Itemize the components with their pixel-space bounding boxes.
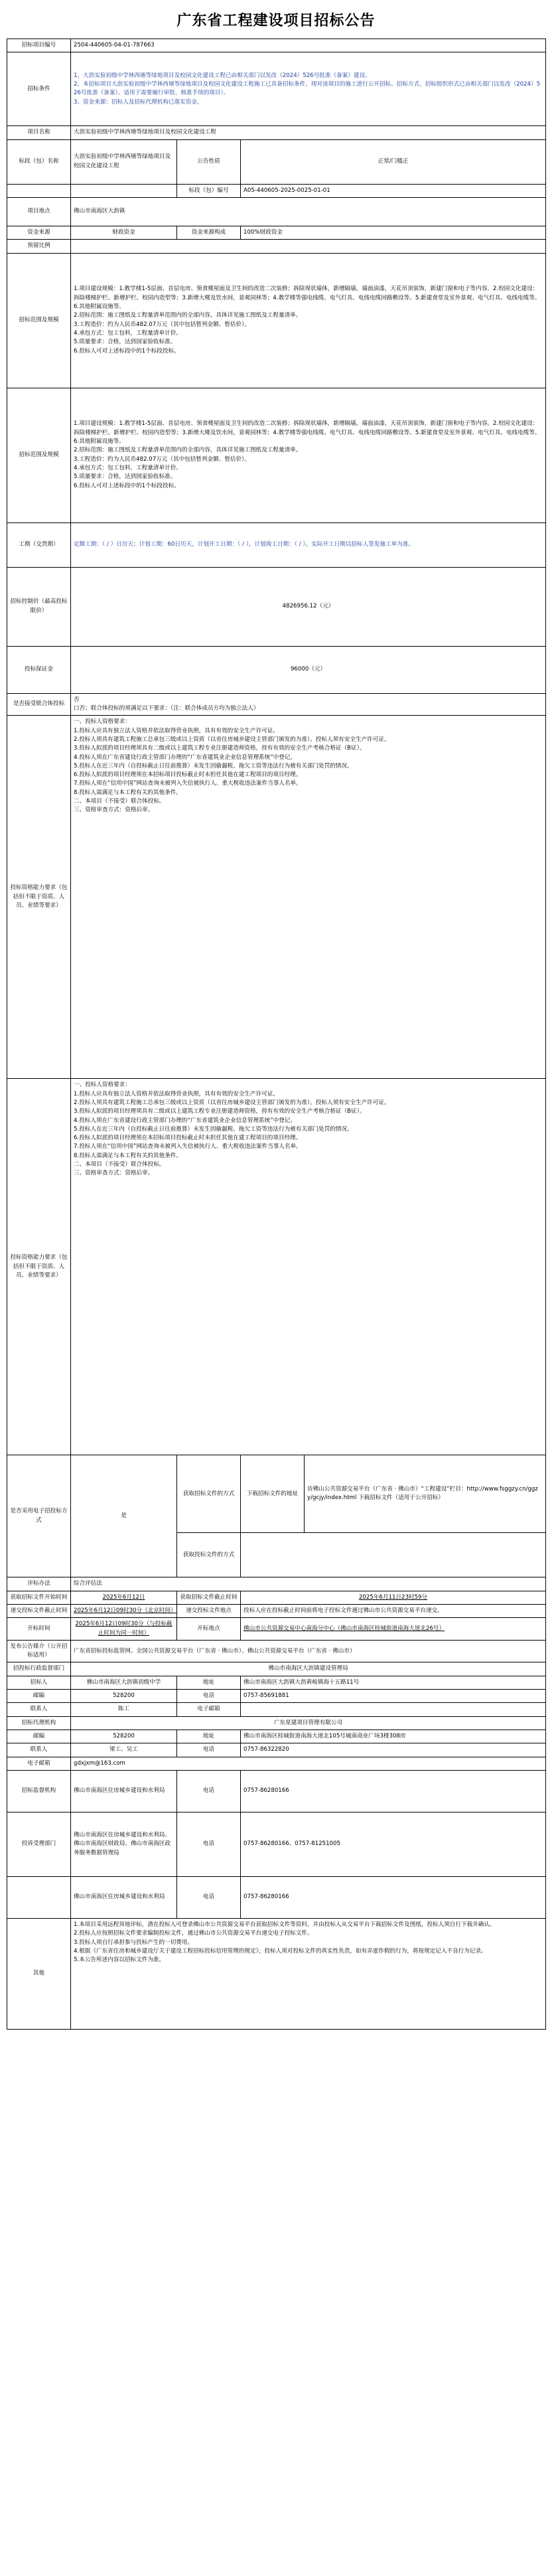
- value-bid-deadline: 2025年6月12日09时30分（北京时间）: [71, 1604, 177, 1617]
- row-reserve: [7, 240, 546, 253]
- label-location: 项目地点: [7, 198, 71, 226]
- value-oversight-phone: 0757-86280166: [241, 1770, 546, 1812]
- value-agent: 广东星建项目管理有限公司: [71, 1716, 546, 1730]
- row-agent-addr: [7, 1730, 546, 1743]
- label-tender-type: 公告性质: [177, 139, 241, 184]
- label-doc-end: 获取招标文件截止时间: [177, 1591, 241, 1604]
- value-reserve: [71, 240, 546, 253]
- label-oversight-phone: 电话: [177, 1770, 241, 1812]
- value-project-code: 2504-440605-04-01-787663: [71, 39, 546, 52]
- value-agent-email: gdxjxm@163.com: [71, 1757, 546, 1770]
- label-agent-email: 电子邮箱: [7, 1757, 71, 1770]
- row-supervisor: [7, 1662, 546, 1676]
- value-bid-place: 投标人应在投标截止时间前将电子投标文件通过佛山市公共资源交易平台递交。: [241, 1604, 546, 1617]
- value-oversight: 佛山市南海区住房城乡建设和水利局: [71, 1770, 177, 1812]
- row-control-price: [7, 567, 546, 646]
- label-contents-2: 招标范围及规模: [7, 388, 71, 523]
- label-qualifications: 投标资格能力要求（包括但不限于资质、人员、业绩等要求）: [7, 716, 71, 1079]
- label-eval: 评标办法: [7, 1577, 71, 1591]
- page-title: 广东省工程建设项目招标公告: [176, 12, 376, 29]
- row-security: [7, 646, 546, 693]
- label-electronic: 是否采用电子招投标方式: [7, 1455, 71, 1577]
- row-doc-time: [7, 1591, 546, 1604]
- label-section-code: 标段（包）编号: [177, 184, 241, 197]
- label-tenderer: 招标人: [7, 1676, 71, 1689]
- row-agent-contact: [7, 1743, 546, 1757]
- label-agent-contact: 联系人: [7, 1743, 71, 1757]
- value-tenderer: 佛山市南海区大沥镇初级中学: [71, 1676, 177, 1689]
- value-eval: 综合评估法: [71, 1577, 546, 1591]
- row-tenderer-post: [7, 1690, 546, 1703]
- value-qualifications: 一、投标人资格要求： 1.投标人应具有独立法人资格并依法取得营业执照，具有有效的安全生产许可证。 2.投标人须具有建筑工程施工总承包三级或以上资质（以省住房城乡建设主管部门颁发的为准）。投标人须有安全生产许可证。 3.投标人拟派的项目经理须具有二级或以上建筑工程专业注册建造师资格，持有有效的安全生产考核合格证（B证）。 4.投标人须在广东省建设行政主管部门办理的“广东省建筑业企业信息管理系统”中登记。 5.投标人在近三年内（自投标截止日往前推算）未发生因偷漏税、拖欠工资等违法行为被有关部门处罚的情况。 6.投标人拟派的项目经理须在本招标项目投标截止时未担任其他在建工程项目的项目经理。 7.投标人须在“信用中国”网站查询未被列入失信被执行人、重大税收违法案件当事人名单。 8.投标人需满足与本工程有关的其他条件。 二、本项目（不接受）联合体投标。 三、资格审查方式：资格后审。: [71, 716, 546, 1079]
- value-location: 佛山市南海区大沥镇: [71, 198, 546, 226]
- label-agent-phone: 电话: [177, 1743, 241, 1757]
- value-funding-ratio: 100%财政资金: [241, 226, 546, 240]
- row-open: [7, 1618, 546, 1641]
- label-control-price: 招标控制价（最高投标限价）: [7, 567, 71, 646]
- label-doc-method: 获取招标文件的方式: [177, 1455, 241, 1533]
- row-bid: [7, 1604, 546, 1617]
- label-oversight: 招标监督机构: [7, 1770, 71, 1812]
- page: [7, 9, 545, 2030]
- value-tender-addr: 佛山市南海区大沥镇大沥黄岐镇海十五路11号: [241, 1676, 546, 1689]
- value-section-code-left: [71, 184, 177, 197]
- label-tender-addr: 地址: [177, 1676, 241, 1689]
- value-section-name: 大沥实验初级中学林西塘等绿地项目及校园文化建设工程: [71, 139, 177, 184]
- label-conditions: 招标条件: [7, 52, 71, 126]
- label-complaint-2: [7, 1876, 71, 1918]
- row-agent-email: [7, 1757, 546, 1770]
- label-doc-start: 获取招标文件开始时间: [7, 1591, 71, 1604]
- label-bid-place: 递交投标文件地点: [177, 1604, 241, 1617]
- row-tenderer: [7, 1676, 546, 1689]
- label-open-place: 开标地点: [177, 1618, 241, 1641]
- label-agent-addr: 地址: [177, 1730, 241, 1743]
- row-media: [7, 1640, 546, 1662]
- label-section-code-left: [7, 184, 71, 197]
- row-funding: [7, 226, 546, 240]
- value-agent-addr: 佛山市南海区桂城街道南海大道北105号城南商业广场3楼308房: [241, 1730, 546, 1743]
- value-complaint: 佛山市南海区住房城乡建设和水利局、佛山市南海区财政局、佛山市南海区政务服务数据管理局: [71, 1812, 177, 1876]
- value-open-place: 佛山市公共资源交易中心南海分中心（佛山市南海区桂城街道南海大道北26号）: [241, 1618, 546, 1641]
- value-security: 96000（元）: [71, 646, 546, 693]
- value-agent-post: 528200: [71, 1730, 177, 1743]
- value-contents: 1.项目建设规模：1.教学楼1-5层面、首层电房、领食楼屋面及卫生间的改造二次装修；拆除现状墙体，新增隔墙，墙面油漆，天花吊顶装饰，新建门窗和电子等内容。2.校园文化建设：拆除楼梯护栏、新增护栏、校园内造型等；3.新增大楼及饮水间，景观园林等；4.教学楼等强电线缆、电气灯具、电线电缆回路敷设等。5.新建食堂及室外景观、电气灯具、电线电缆等。6.其他附属设施等。 2.招标范围：施工图纸及工程量清单范围内的全部内容，具体详见施工图纸及工程量清单。 3.工程造价：约为人民币482.07万元（其中包括暂列金额、暂估价）。 4.承包方式：包工包料，工程量清单计价。 5.质量要求：合格，达到国家验收标准。 6.投标人可对上述标段中的1个标段投标。: [71, 253, 546, 388]
- label-media: 发布公告媒介（公开招标适用）: [7, 1640, 71, 1662]
- value-conditions: 1、大沥实验初级中学林西塘等绿地项目及校园文化建设工程已由相关部门以发改（2024）526号批准（备案）建设。 2、本招标项目大沥实验初级中学林西塘等绿地项目及校园文化建设工程施工已具备招标条件，现对该项目的施工进行公开招标。招标方式、招标组织形式已由相关部门以发改（2024）526号批准（备案）。适用于需要履行审批、核准手续的项目）。 3、资金来源：招标人及招标代理机构已落实资金。: [71, 52, 546, 126]
- row-duration: [7, 523, 546, 567]
- value-contents-2: 1.项目建设规模：1.教学楼1-5层面、首层电房、领食楼屋面及卫生间的改造二次装修；拆除现状墙体，新增隔墙，墙面油漆，天花吊顶装饰，新建门窗和电子等内容。2.校园文化建设：拆除楼梯护栏、新增护栏、校园内造型等；3.新增大楼及饮水间，景观园林等；4.教学楼等强电线缆、电气灯具、电线电缆回路敷设等。5.新建食堂及室外景观、电气灯具、电线电缆等。6.其他附属设施等。 2.招标范围：施工图纸及工程量清单范围内的全部内容，具体详见施工图纸及工程量清单。 3.工程造价：约为人民币482.07万元（其中包括暂列金额、暂估价）。 4.承包方式：包工包料，工程量清单计价。 5.质量要求：合格，达到国家验收标准。 6.投标人可对上述标段中的1个标段投标。: [71, 388, 546, 523]
- value-joint-note: 口否；联合体投标的须满足以下要求：（注：联合体成员方均为独立法人）: [74, 704, 259, 712]
- value-email: [241, 1703, 546, 1716]
- row-joint: [7, 693, 546, 716]
- row-tenderer-contact: [7, 1703, 546, 1716]
- row-contents-2: [7, 388, 546, 523]
- value-media: 广东省招标投标监管网、全国公共资源交易平台（广东省 · 佛山市）、佛山公共资源交易平台（广东省 · 佛山市）: [71, 1640, 546, 1662]
- row-eval: [7, 1577, 546, 1591]
- label-open-time: 开标时间: [7, 1618, 71, 1641]
- value-complaint-2: 佛山市南海区住房城乡建设和水利局: [71, 1876, 177, 1918]
- value-tender-type: 正常/门槛正: [241, 139, 546, 184]
- value-duration: 定额工期：（ / ）日历天；计划工期：60日历天，计划开工日期：（ / ），计划竣工日期：（ / ）。实际开工日期以招标人签发施工单为准。: [71, 523, 546, 567]
- label-funding-ratio: 资金来源构成: [177, 226, 241, 240]
- value-joint-bid: 否: [74, 696, 80, 703]
- value-doc-note: 访佛山公共资源交易平台（广东省 · 佛山市）“工程建设”栏目：http://www.fsggzy.cn/ggzy/gcjy/index.html 下载招标文件（适用于公开招标）: [305, 1455, 546, 1533]
- row-oversight: [7, 1770, 546, 1812]
- value-agent-contact: 梁工、吴工: [71, 1743, 177, 1757]
- label-complaint-phone: 电话: [177, 1812, 241, 1876]
- label-doc-method2: 获取投标文件的方式: [177, 1533, 241, 1577]
- value-section-code: A05-440605-2025-0025-01-01: [241, 184, 546, 197]
- label-project-name: 项目名称: [7, 126, 71, 139]
- label-post: 邮编: [7, 1690, 71, 1703]
- row-project-name: [7, 126, 546, 139]
- value-joint: [71, 693, 546, 716]
- value-doc-start: 2025年6月12日: [71, 1591, 177, 1604]
- label-supervisor: 招投标行政监督部门: [7, 1662, 71, 1676]
- label-qualifications-2: 投标资格能力要求（包括但不限于资质、人员、业绩等要求）: [7, 1079, 71, 1455]
- label-phone: 电话: [177, 1690, 241, 1703]
- row-section: [7, 139, 546, 184]
- value-contact: 陈工: [71, 1703, 177, 1716]
- label-contents: 招标范围及规模: [7, 253, 71, 388]
- value-doc-end: 2025年6月11日23时59分: [241, 1591, 546, 1604]
- value-qualifications-2: 一、投标人资格要求： 1.投标人应具有独立法人资格并依法取得营业执照，具有有效的安全生产许可证。 2.投标人须具有建筑工程施工总承包三级或以上资质（以省住房城乡建设主管部门颁发的为准）。投标人须有安全生产许可证。 3.投标人拟派的项目经理须具有二级或以上建筑工程专业注册建造师资格，持有有效的安全生产考核合格证（B证）。 4.投标人须在广东省建设行政主管部门办理的“广东省建筑业企业信息管理系统”中登记。 5.投标人在近三年内（自投标截止日往前推算）未发生因偷漏税、拖欠工资等违法行为被有关部门处罚的情况。 6.投标人拟派的项目经理须在本招标项目投标截止时未担任其他在建工程项目的项目经理。 7.投标人须在“信用中国”网站查询未被列入失信被执行人、重大税收违法案件当事人名单。 8.投标人需满足与本工程有关的其他条件。 二、本项目（不接受）联合体投标。 三、资格审查方式：资格后审。: [71, 1079, 546, 1455]
- label-duration: 工期（交货期）: [7, 523, 71, 567]
- value-open-time: 2025年6月12日09时30分（与投标截止时间为同一时间）: [71, 1618, 177, 1641]
- row-contents: [7, 253, 546, 388]
- label-email: 电子邮箱: [177, 1703, 241, 1716]
- label-agent-post: 邮编: [7, 1730, 71, 1743]
- value-complaint-2-phone: 0757-86280166: [241, 1876, 546, 1918]
- value-electronic: 是: [71, 1455, 177, 1577]
- label-agent: 招标代理机构: [7, 1716, 71, 1730]
- row-other: [7, 1918, 546, 2029]
- value-complaint-phone: 0757-86280166、0757-81251005: [241, 1812, 546, 1876]
- value-post: 528200: [71, 1690, 177, 1703]
- value-supervisor: 佛山市南海区大沥镇建设管理局: [71, 1662, 546, 1676]
- row-agent: [7, 1716, 546, 1730]
- label-other: 其他: [7, 1918, 71, 2029]
- label-section-name: 标段（包）名称: [7, 139, 71, 184]
- label-doc-place: 下载招标文件的地址: [241, 1455, 305, 1533]
- label-bid-deadline: 递交投标文件截止时间: [7, 1604, 71, 1617]
- row-section-code: [7, 184, 546, 197]
- row-project-code: [7, 39, 546, 52]
- value-funding-source: 财政资金: [71, 226, 177, 240]
- label-joint: 是否接受联合体投标: [7, 693, 71, 716]
- row-qualifications: [7, 716, 546, 1079]
- value-agent-phone: 0757-86322820: [241, 1743, 546, 1757]
- row-complaint: [7, 1812, 546, 1876]
- row-qualifications-2: [7, 1079, 546, 1455]
- row-electronic: [7, 1455, 546, 1533]
- row-conditions: [7, 52, 546, 126]
- announcement-table: [7, 39, 546, 2030]
- value-doc-method2: [241, 1533, 546, 1577]
- label-contact: 联系人: [7, 1703, 71, 1716]
- value-phone: 0757-85691881: [241, 1690, 546, 1703]
- row-location: [7, 198, 546, 226]
- label-funding-source: 资金来源: [7, 226, 71, 240]
- label-project-code: 招标项目编号: [7, 39, 71, 52]
- label-complaint-2-phone: 电话: [177, 1876, 241, 1918]
- value-other: 1.本项目采用远程异地评标，潜在投标人可登录佛山市公共资源交易平台获取招标文件等资料，并由投标人从交易平台下载招标文件及图纸，投标人须自行下载并确认。 2.投标人应按照招标文件要求编制投标文件，通过佛山市公共资源交易平台递交电子投标文件。 3.投标人须自行承担参与投标产生的一切费用。 4.根据《广东省住房和城乡建设厅关于建设工程招标投标信用管理的规定》，投标人须对投标文件的真实性负责，如有弄虚作假的行为，将按规定记入不良行为记录。 5.本公告所述内容以招标文件为准。: [71, 1918, 546, 2029]
- label-reserve: 预留比例: [7, 240, 71, 253]
- value-control-price: 4826956.12（元）: [71, 567, 546, 646]
- label-security: 投标保证金: [7, 646, 71, 693]
- row-complaint-2: [7, 1876, 546, 1918]
- value-project-name: 大沥实验初级中学林西塘等绿地项目及校园文化建设工程: [71, 126, 546, 139]
- label-complaint: 投诉受理部门: [7, 1812, 71, 1876]
